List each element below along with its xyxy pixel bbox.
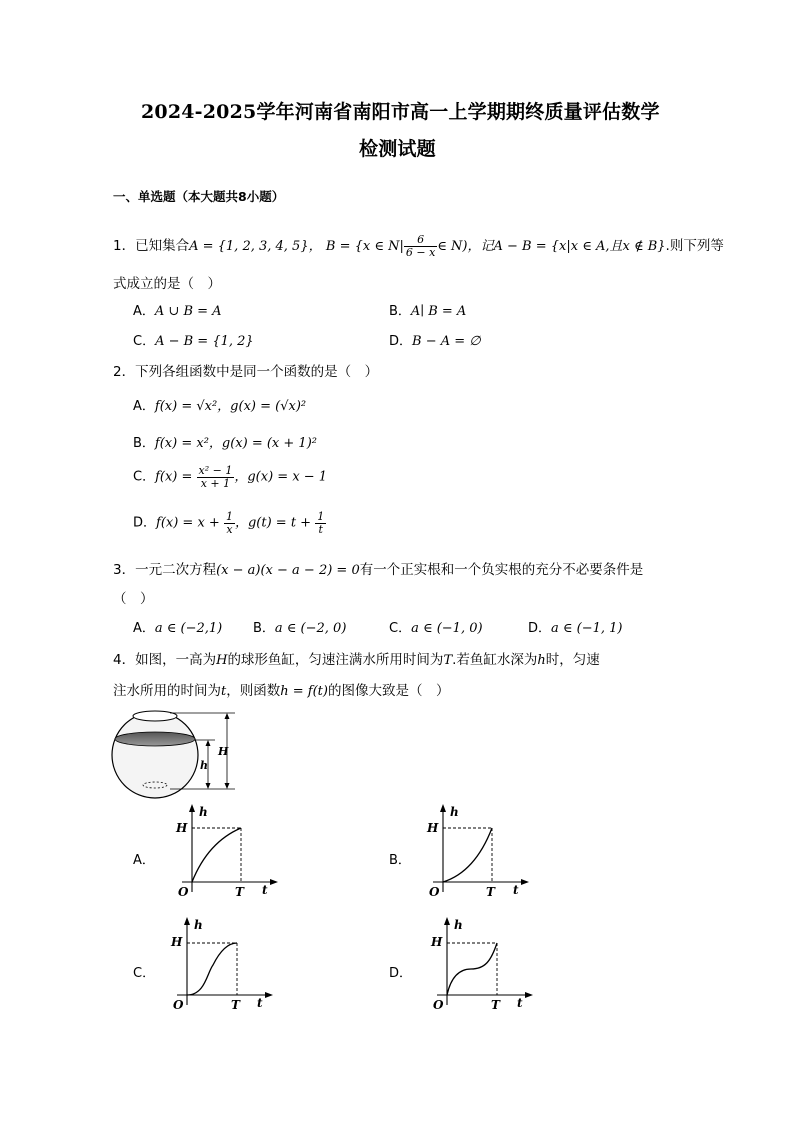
q3-option-d: D．a ∈ (−1, 1) xyxy=(528,621,623,636)
q2-option-c: C．f(x) = $\frac{\text{x² − 1}}{x + 1}$ ，g(x) = x − 1 xyxy=(133,464,328,490)
svg-text:h: h xyxy=(199,805,208,819)
fishbowl-figure xyxy=(110,703,250,803)
svg-text:T: T xyxy=(491,998,500,1012)
q1-setB-fraction: $\frac{6}{6 - x}$ xyxy=(405,233,436,259)
q4-stem-line1: 4．如图，一高为H的球形鱼缸，匀速注满水所用时间为T.若鱼缸水深为h时，匀速 xyxy=(113,652,600,668)
svg-text:H: H xyxy=(171,935,183,949)
q4-option-b-label: B． xyxy=(389,853,411,868)
q1-setB-post: ∈ N)，记 xyxy=(437,239,494,255)
q2-option-a: A．f(x) = √x²，g(x) = (√x)² xyxy=(133,399,307,414)
svg-text:O: O xyxy=(433,998,444,1012)
q3-option-c: C．a ∈ (−1, 0) xyxy=(389,621,483,636)
curve-inverse-s xyxy=(447,943,497,995)
doc-title-line2: 检测试题 xyxy=(359,138,436,160)
q3-stem-line2: （ ） xyxy=(113,591,154,607)
q1-option-a: A．A ∪ B = A xyxy=(133,304,222,319)
q1-number: 1．已知集合 xyxy=(113,238,190,255)
q4-option-c-label: C． xyxy=(133,966,156,981)
svg-text:O: O xyxy=(429,885,440,899)
q3-option-b: B．a ∈ (−2, 0) xyxy=(253,621,347,636)
curve-convex xyxy=(443,828,492,882)
H-label: H xyxy=(218,745,229,758)
sphere-outline xyxy=(112,712,198,798)
q4-graph-a xyxy=(168,802,288,900)
svg-text:h: h xyxy=(454,918,463,932)
svg-text:T: T xyxy=(486,885,495,899)
q2-stem: 2．下列各组函数中是同一个函数的是（ ） xyxy=(113,364,379,380)
q1-diff-def: A − B = {x|x ∈ A,且x ∉ B} xyxy=(493,239,666,255)
doc-title-line1: 2024-2025学年河南省南阳市高一上学期期终质量评估数学 xyxy=(141,101,660,123)
q2-option-d: D．f(x) = x + $\frac{1}{x}$ ，g(t) = t + $\frac{1}{t}$ xyxy=(133,510,325,536)
svg-text:t: t xyxy=(513,883,519,897)
bowl-opening xyxy=(133,711,177,721)
q4-graph-c xyxy=(163,915,283,1013)
q3-stem-line1: 3．一元二次方程(x − a)(x − a − 2) = 0有一个正实根和一个负实根的充分不必要条件是 xyxy=(113,562,644,578)
q1-stem-line2: 式成立的是（ ） xyxy=(113,276,221,292)
svg-text:h: h xyxy=(450,805,459,819)
svg-text:h: h xyxy=(194,918,203,932)
q1-option-d: D．B − A = ∅ xyxy=(389,334,481,349)
curve-s-shape xyxy=(187,943,237,995)
q4-stem-line2: 注水所用的时间为t，则函数h = f(t)的图像大致是（ ） xyxy=(113,683,450,699)
curve-concave xyxy=(192,828,241,882)
q1-option-c: C．A − B = {1, 2} xyxy=(133,334,254,349)
svg-text:T: T xyxy=(235,885,244,899)
q1-option-b: B．A∣ B = A xyxy=(389,304,467,319)
svg-text:H: H xyxy=(431,935,443,949)
q4-graph-d xyxy=(423,915,543,1013)
q4-graph-b xyxy=(419,802,539,900)
svg-text:O: O xyxy=(173,998,184,1012)
h-label: h xyxy=(200,759,208,772)
q4-option-d-label: D． xyxy=(389,966,413,981)
q3-option-a: A．a ∈ (−2,1) xyxy=(133,621,223,636)
q1-tail: .则下列等 xyxy=(665,238,724,255)
q4-option-a-label: A． xyxy=(133,853,155,868)
q1-setB-pre: B = {x ∈ N| xyxy=(325,239,404,255)
svg-text:t: t xyxy=(257,996,263,1010)
water-surface xyxy=(115,732,195,746)
svg-text:H: H xyxy=(427,821,439,835)
svg-text:H: H xyxy=(176,821,188,835)
svg-text:T: T xyxy=(231,998,240,1012)
q1-stem-line1 xyxy=(113,234,724,258)
q1-setA: A = {1, 2, 3, 4, 5}， xyxy=(189,239,322,255)
svg-text:O: O xyxy=(178,885,189,899)
section-heading: 一、单选题（本大题共8小题） xyxy=(113,189,285,204)
q2-option-b: B．f(x) = x²，g(x) = (x + 1)² xyxy=(133,436,317,451)
svg-text:t: t xyxy=(262,883,268,897)
svg-text:t: t xyxy=(517,996,523,1010)
